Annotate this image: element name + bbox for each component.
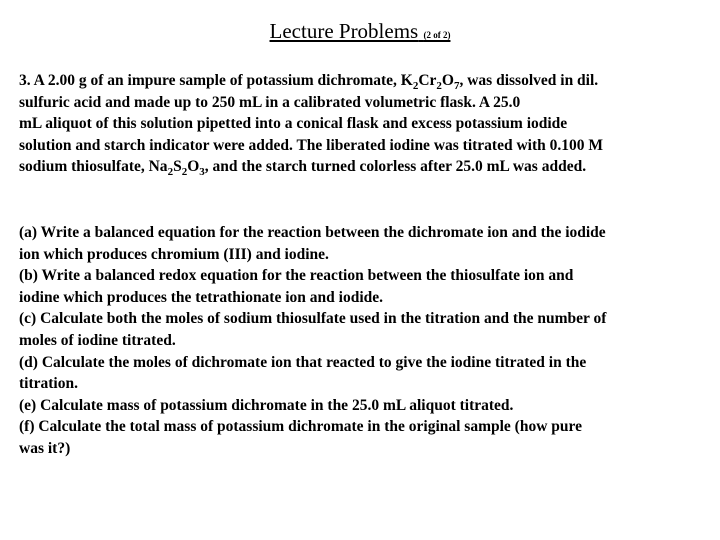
problem-text: sodium thiosulfate, Na: [19, 158, 168, 176]
question-line: (e) Calculate mass of potassium dichromate in the 25.0 mL aliquot titrated.: [19, 396, 514, 414]
problem-text: O: [187, 158, 200, 176]
problem-line-2: sulfuric acid and made up to 250 mL in a calibrated volumetric flask. A 25.0: [19, 93, 521, 111]
subscript: 2: [436, 80, 442, 92]
problem-line-1: [19, 70, 709, 92]
problem-text: , and the starch turned colorless after 25.0 mL was added.: [204, 158, 587, 176]
problem-line-3: mL aliquot of this solution pipetted into a conical flask and excess potassium iodide: [19, 115, 568, 133]
question-line: moles of iodine titrated.: [19, 331, 176, 349]
problem-text: S: [173, 158, 182, 176]
question-line: (d) Calculate the moles of dichromate ion that reacted to give the iodine titrated in the: [19, 353, 587, 371]
title-page-count: (2 of 2): [423, 30, 451, 40]
title-main: Lecture Problems: [269, 19, 419, 43]
question-line: (b) Write a balanced redox equation for the reaction between the thiosulfate ion and: [19, 267, 574, 285]
question-list: [19, 222, 709, 460]
subscript: 3: [199, 166, 205, 179]
question-line: (f) Calculate the total mass of potassium dichromate in the original sample (how pure: [19, 418, 583, 436]
question-line: was it?): [19, 439, 71, 457]
subscript: 2: [181, 166, 188, 179]
problem-text: 3. A 2.00 g of an impure sample of potassium dichromate, K: [19, 72, 413, 89]
question-line: ion which produces chromium (III) and iodine.: [19, 245, 329, 263]
problem-text: , was dissolved in dil.: [459, 72, 599, 89]
subscript: 7: [453, 80, 460, 92]
subscript: 2: [412, 80, 419, 92]
page-title: [0, 18, 720, 48]
problem-text: Cr: [418, 72, 437, 89]
problem-statement: [19, 70, 709, 178]
subscript: 2: [167, 166, 174, 179]
problem-line-5: [19, 156, 709, 178]
question-line: (c) Calculate both the moles of sodium thiosulfate used in the titration and the number of: [19, 310, 607, 328]
question-line: (a) Write a balanced equation for the reaction between the dichromate ion and the iodide: [19, 224, 606, 241]
question-line: iodine which produces the tetrathionate ion and iodide.: [19, 288, 384, 306]
question-line: titration.: [19, 375, 78, 393]
problem-line-4: solution and starch indicator were added. The liberated iodine was titrated with 0.100 M: [19, 136, 603, 154]
problem-text: O: [441, 72, 454, 89]
